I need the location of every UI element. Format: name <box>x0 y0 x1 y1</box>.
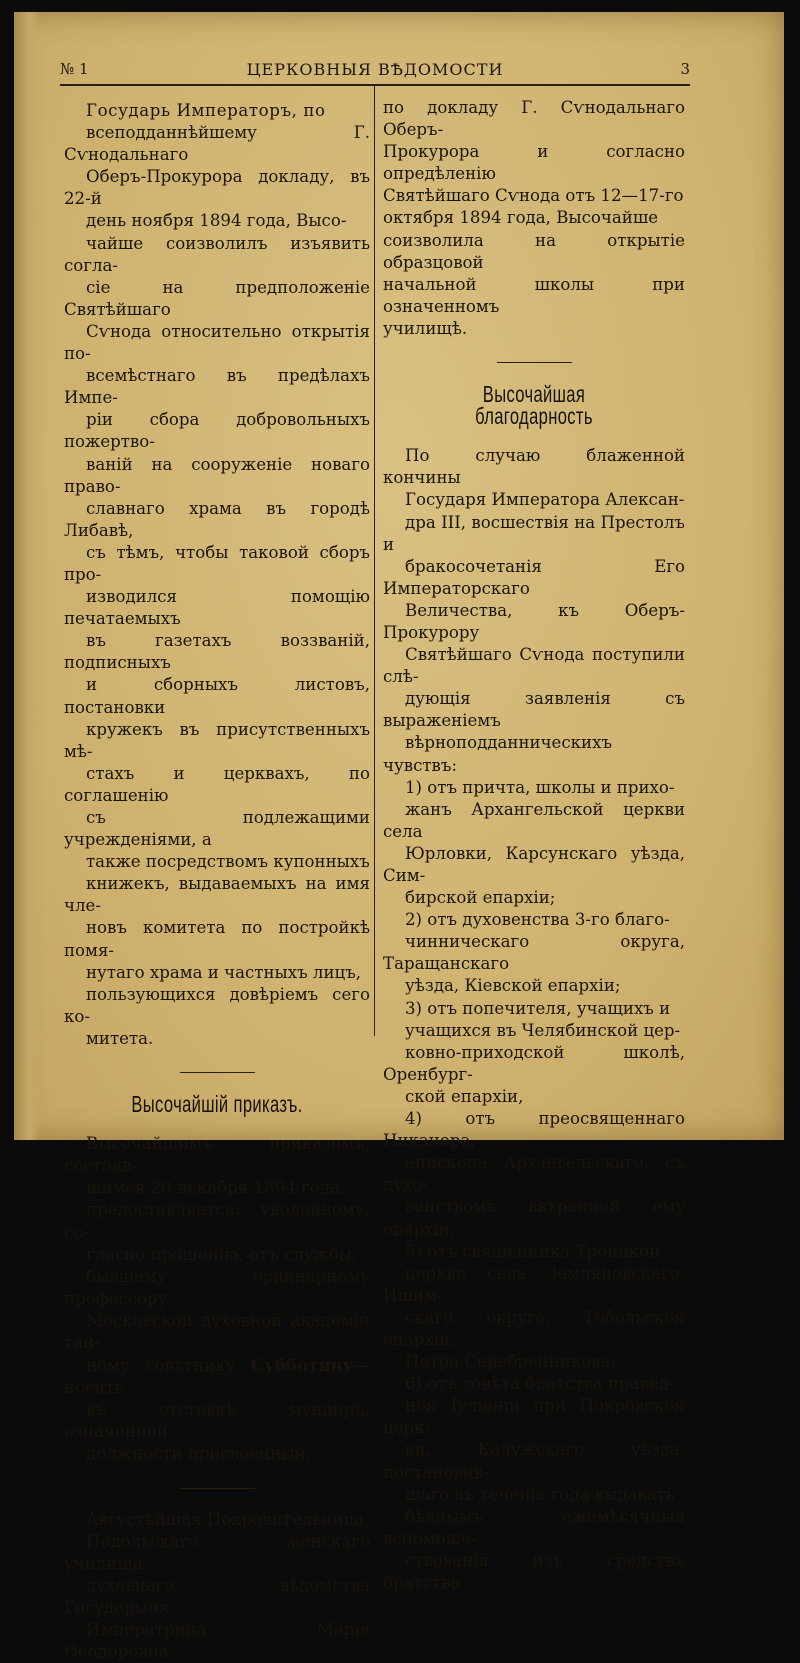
page-number: 3 <box>680 60 690 78</box>
text-line: Оберъ-Прокурора докладу, въ 22-й <box>64 167 370 209</box>
article-decree-libava <box>64 100 370 1050</box>
text-line: 1) отъ причта, школы и прихо- <box>405 777 675 797</box>
text-line: жанъ Архангельской церкви села <box>383 799 685 841</box>
text-line: Святѣйшаго Сѵнода отъ 12—17-го <box>383 186 684 206</box>
text-line: 4) отъ преосвященнаго Никанора, <box>383 1109 685 1151</box>
text-line: бирской епархіи; <box>405 888 556 908</box>
article-patroness-continued <box>383 97 685 340</box>
page-header <box>60 58 690 82</box>
text-line: соизволила на открытіе образцовой <box>383 230 685 272</box>
text-line: Прокурора и согласно опредѣленію <box>383 142 685 184</box>
text-line: въ газетахъ воззваній, подписныхъ <box>64 631 370 673</box>
text-line: дра III, восшествія на Престолъ и <box>383 512 685 554</box>
text-line: Сѵнода относительно открытія по- <box>64 321 370 364</box>
text-run: —носить <box>64 1356 370 1398</box>
person-name: Субботину <box>251 1355 354 1376</box>
text-line <box>64 1354 370 1399</box>
text-line: ствованія изъ средствъ братства <box>383 1550 685 1592</box>
text-line: предоставляется: уволенному, со- <box>64 1200 370 1242</box>
text-line: и сборныхъ листовъ, постановки <box>64 675 370 717</box>
page-spine-shadow <box>14 12 40 1140</box>
publication-title: ЦЕРКОВНЫЯ ВѢДОМОСТИ <box>246 60 504 79</box>
text-line: венствомъ ввѣренной ему епархіи; <box>383 1197 685 1239</box>
text-line: шаго въ теченіе года выдавать <box>405 1484 675 1504</box>
text-line: Высочайшимъ приказомъ, состояв- <box>64 1134 370 1176</box>
text-line: бывшему ординарному профессору <box>64 1266 370 1308</box>
column-divider <box>374 86 375 1036</box>
section-separator <box>497 362 572 363</box>
header-rule <box>60 84 690 86</box>
text-line: училищѣ. <box>383 318 468 338</box>
text-line: книжекъ, выдаваемыхъ на имя чле- <box>64 874 370 916</box>
text-line: Августѣйшая Покровительница <box>86 1509 365 1529</box>
issue-number: № 1 <box>60 60 89 78</box>
text-line: славнаго храма въ городѣ Либавѣ, <box>64 498 370 540</box>
text-line: новъ комитета по постройкѣ помя- <box>64 918 370 960</box>
text-run: ному совѣтнику <box>86 1356 252 1376</box>
text-line: епископа Архангельскаго, съ духо- <box>383 1153 685 1195</box>
text-line: уѣзда, Кіевской епархіи; <box>405 976 621 996</box>
text-line: дующія заявленія съ выраженіемъ <box>383 689 685 731</box>
text-line: также посредствомъ купонныхъ <box>86 852 370 872</box>
text-line: ваній на сооруженіе новаго право- <box>64 454 370 496</box>
text-line: По случаю блаженной кончины <box>383 446 685 488</box>
text-line: должности присвоенный. <box>86 1444 311 1464</box>
text-line: 2) отъ духовенства 3-го благо- <box>405 910 670 930</box>
text-line: ной Іуліаніи при Покровской церк- <box>383 1396 685 1438</box>
left-column <box>64 100 370 1663</box>
text-line: шимся 20 декабря 1894 года, <box>86 1178 346 1198</box>
text-line: Московской духовной академіи тай- <box>64 1310 370 1352</box>
text-line: скаго округа, Тобольской епархіи, <box>383 1307 685 1349</box>
text-line: ви, Калужскаго уѣзда, постановив- <box>383 1440 685 1482</box>
text-line: день ноября 1894 года, Высо- <box>86 211 347 231</box>
text-line: учащихся въ Челябинской цер- <box>405 1020 681 1040</box>
text-line: бѣднымъ ежемѣсячныя вспомоще- <box>383 1506 685 1548</box>
text-line: духовнаго вѣдомства Государыня <box>64 1575 370 1617</box>
article-imperial-order <box>64 1133 370 1465</box>
text-line: Государь Императоръ, по <box>86 101 326 120</box>
text-line: 3) отъ попечителя, учащихъ и <box>405 998 671 1018</box>
text-line: митета. <box>86 1028 154 1048</box>
text-line: 6) отъ совѣта братства правед- <box>405 1374 675 1394</box>
text-line: вѣрноподданническихъ чувствъ: <box>383 733 613 775</box>
text-line: пользующихся довѣріемъ сего ко- <box>64 984 370 1026</box>
text-line: Императрица Марія Ѳеодоровна, <box>64 1620 370 1662</box>
text-line: съ тѣмъ, чтобы таковой сборъ про- <box>64 542 370 584</box>
text-line: октября 1894 года, Высочайше <box>383 208 659 228</box>
section-separator <box>180 1072 255 1073</box>
section-heading-order: Высочайшій приказъ. <box>131 1091 303 1118</box>
text-line: Подольскаго женскаго училища <box>64 1531 370 1573</box>
text-line: кружекъ въ присутственныхъ мѣ- <box>64 719 370 761</box>
text-line: Государя Императора Алексан- <box>405 490 685 510</box>
right-column <box>383 97 685 1594</box>
text-line: гласно прошенію, отъ службы, <box>86 1244 358 1264</box>
text-line: сіе на предположеніе Святѣйшаго <box>64 277 370 319</box>
text-line: по докладу Г. Сѵнодальнаго Оберъ- <box>383 98 685 140</box>
text-line: съ подлежащими учрежденіями, а <box>64 808 370 850</box>
text-line: стахъ и церквахъ, по соглашенію <box>64 763 370 805</box>
text-line: чинническаго округа, Таращанскаго <box>383 932 685 974</box>
article-patroness <box>64 1509 370 1663</box>
text-line: изводился помощію печатаемыхъ <box>64 587 370 629</box>
text-line: церкви села Земляновскаго, Ишим- <box>383 1263 685 1305</box>
text-line: бракосочетанія Его Императорскаго <box>383 556 685 598</box>
section-heading-gratitude: Высочайшая благодарность <box>475 381 593 430</box>
text-line: ріи сбора добровольныхъ пожертво- <box>64 410 370 452</box>
text-line: ковно-приходской школѣ, Оренбург- <box>383 1042 685 1084</box>
text-line: 5) отъ священника Троицкой <box>405 1241 661 1261</box>
text-line: Величества, къ Оберъ-Прокурору <box>383 600 685 642</box>
text-line: Юрловки, Карсунскаго уѣзда, Сим- <box>383 843 685 885</box>
section-separator <box>180 1488 255 1489</box>
text-line: всеподданнѣйшему Г. Сѵнодальнаго <box>64 123 370 165</box>
text-line: Петра Серебренникова; <box>405 1352 617 1372</box>
article-gratitude <box>383 445 685 1594</box>
text-line: ской епархіи, <box>405 1086 524 1106</box>
text-line: чайше соизволилъ изъявить согла- <box>64 233 370 275</box>
text-line: всемѣстнаго въ предѣлахъ Импе- <box>64 366 370 408</box>
text-line: въ отставкѣ мундиръ, означенной <box>64 1400 370 1442</box>
text-line: Святѣйшаго Сѵнода поступили слѣ- <box>383 645 685 687</box>
text-line: нутаго храма и частныхъ лицъ, <box>86 962 362 982</box>
text-line: начальной школы при означенномъ <box>383 274 685 316</box>
